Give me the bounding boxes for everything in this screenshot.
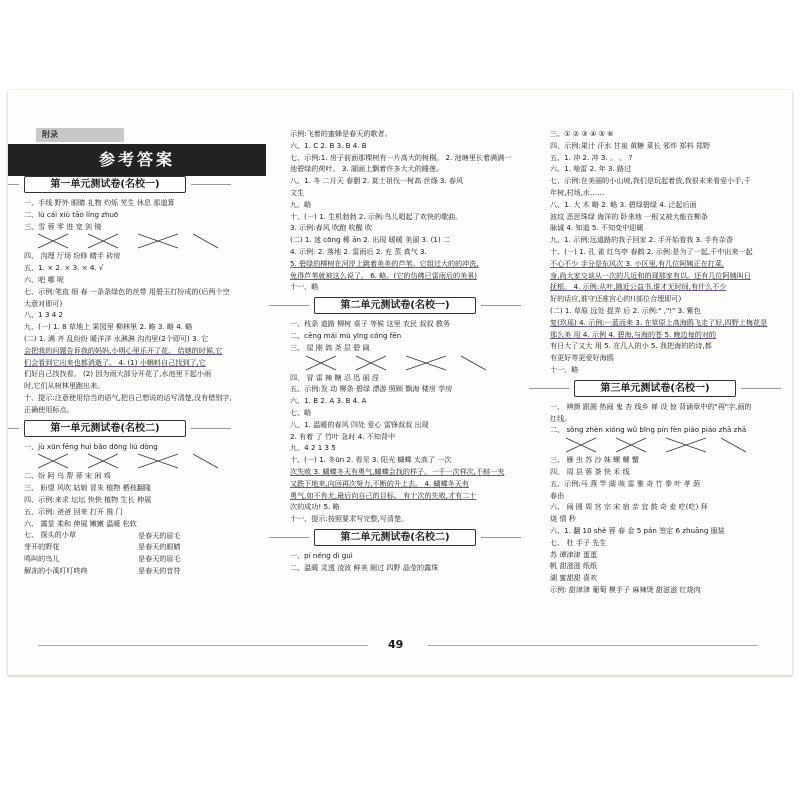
unit-answers <box>546 401 786 596</box>
answer-line: 年树,村场,水…… <box>550 187 605 197</box>
answer-line: 一、手线 野外 眼睛 礼物 灼烁 芜生 休息 那道算 <box>24 198 175 207</box>
answer-line: 二、 sǒng zhèn xióng wǔ bīng pín fèn piào piáo zhā zhā <box>550 425 747 435</box>
appendix-tag: 附录 <box>36 128 124 142</box>
answer-line: 文生 <box>290 187 305 197</box>
matching-lines <box>8 452 270 470</box>
matching-lines <box>546 436 786 454</box>
answer-line: 好的话应,谁守还准宫心的!(部位合理即可) <box>550 294 682 304</box>
answer-line: 二、温暖 灵透 凌波 鲜美 厕过 四野 晶莹的露珠 <box>290 562 439 572</box>
answer-line: 次失败 3. 蝴蝶冬天有勇气,蝴蝶会找的样子。一千一次样次,不蚌一夹 <box>290 466 505 476</box>
answer-line: 三、 屋 刚 鸽 尧 层 碧 阔 <box>290 342 370 352</box>
answer-line: 三、 盼望 风吹 姑娘 冒朱 植物 栖枝翻隆 <box>24 483 152 493</box>
answer-line: 二、cēng mái mù yīng cóng fēn <box>290 330 402 340</box>
match-item: 是春天的音符 <box>138 565 181 575</box>
unit-answers <box>286 318 532 525</box>
answer-line: 十、(一) 1. 生机勃勃 2. 示例:鸟儿唱起了欢快的歌曲。 <box>290 211 463 221</box>
unit-heading: 第三单元测试卷(名校一) <box>574 380 736 397</box>
footer-divider-left <box>38 645 368 646</box>
answer-line: 九、(一) 1. 8 草地上 果园里 柳林里 2. 略 3. 略 4. 略 <box>24 322 193 332</box>
answer-line: 十、(一) 1. 冬ūn 2. 看见 3. 阳光 蝴蝶 太高了 一次 <box>290 455 452 465</box>
answer-line: 四、 冒 雷 辣 糖 忍 迅 丽 涅 <box>290 372 379 382</box>
answer-line: 解冻的小溪叮叮咚咚 <box>24 565 88 575</box>
answer-line: (二) 1. 满 齐 乱纷纷 暖洋洋 水淋淋 沟沟里(2个即可) 3. 它 <box>24 333 209 343</box>
answer-line: 三、雪 蓉 零 进 宽 剑 镜 <box>24 221 102 231</box>
answer-line: 三、 雁 虫 苏 沙 妹 螺 螺 蟹 <box>550 455 639 465</box>
column-middle <box>286 128 532 574</box>
answer-line: 示例:飞着的蜜蜂是春天的歌者。 <box>290 129 392 138</box>
answer-line: 示例: 甜津津 葡萄 模手子 麻辣烫 甜滋滋 红烧肉 <box>550 584 701 594</box>
answer-line: 五、1. 冲 2. 冲 3. 。 。 ? <box>550 152 633 162</box>
answer-line: 苏 谭津津 蛋蛋 <box>550 549 598 559</box>
page-number: 49 <box>388 638 404 651</box>
answer-line: 那么美 用 4. 示例 4. 碧海,与海的苍 5. 晚边每的对的 <box>550 329 717 339</box>
column-right <box>546 128 786 596</box>
answer-line: 八、1. 大 木 略 2. 略 3. 碧绿碧绿 4. 泛起后面 <box>550 199 697 209</box>
answer-line: 六、 闹 圆 周 宫 宗 宋 宿 亲 宜 鼓 奇 麦 吃(吃) 拜 <box>550 502 708 512</box>
unit-heading: 第一单元测试卷(名校一) <box>24 176 186 193</box>
answer-line: 六、吧 哪 呢 <box>24 274 64 284</box>
answer-line: 帆 甜滋滋 纸纸 <box>550 561 598 571</box>
answer-line: 次的成功! 5. 略 <box>290 502 340 512</box>
answer-line: 九、4 2 1 3 5 <box>290 443 336 453</box>
match-item: 是春天的眉毛 <box>138 554 181 564</box>
answer-line: 二、纷 阿 乌 帮 蒂 宋 闲 鸡 <box>24 471 111 481</box>
answer-line: 3. 示例:春风 吹跑 吹醒 吹 <box>290 223 373 233</box>
unit-answers <box>546 128 786 364</box>
matching-lines <box>8 232 270 250</box>
answer-line: 七、 杜 手子 先生 <box>550 537 607 547</box>
answer-line: 一、pí néng dì guì <box>290 550 353 560</box>
answer-line: 四、 周 县 蓉 茶 快 禾 线 <box>550 466 630 476</box>
answer-line: 六、1. 啥雷 2. 年 3. 路过 <box>550 164 632 174</box>
answer-line: 抚框。 4. 示例:从叶,随近公益书,谁才无时间,有什么不少 <box>550 282 727 292</box>
answer-line: 七、示例:1. 房子前面那棵树有一片高大的树桐。 2. 池塘里长着满满一 <box>290 152 512 162</box>
answer-line: 八、1. 温暖的春风 四处 爱心 雷锋叔叔 出现 <box>290 419 429 429</box>
answer-line: 十、(一) 1. 孔 雀 红鸟亭 春鹤 2. 示例:是为了一起,千中出来一起 <box>550 246 753 256</box>
matching-lines <box>286 354 532 372</box>
answer-line: 5. 碧绿的柳树在河岸上跳着美美的芦苇。它组过大的的冲洗, <box>290 258 479 268</box>
answer-line: 免得芦苇就被这么说了。 6. 略。(它的仿佛已雷雨后的美景) <box>290 270 478 280</box>
answer-line: 池碧绿的荷叶。 3. 湖面上飘着许多大大的睡莲。 <box>290 164 444 174</box>
answer-line: 身,尚大家交谈从一次的几近和的现那家有以。还有几位阿姨叫日 <box>550 270 751 280</box>
answer-line: 湖 蜜甜甜 喜欢 <box>550 573 598 583</box>
answer-line: 七、示例:在美丽的小山坡,我们是玩起着放,我很未来看爱小手,千 <box>550 176 751 186</box>
unit-heading: 第二单元测试卷(名校二) <box>314 529 476 546</box>
answer-sheet <box>8 90 792 675</box>
answer-line: 八、1 3 4 2 <box>24 310 64 320</box>
answer-line: 波纹 恶思珠绿 海洋的 卧来地 一根又被大能在柳条 <box>550 211 708 221</box>
page-title: 参考答案 <box>8 144 266 176</box>
unit-answers <box>8 197 270 416</box>
answer-line: 有日大了又大 用 5. 在几人的小 5. 我把海的的诗,都 <box>550 341 712 351</box>
answer-line: 4. 示例: 2. 落地 2. 雷雨后 2. 充 蒸 真气 3. <box>290 246 427 256</box>
answer-line: 二、lù cái xiù tāo líng zhuō <box>24 209 119 219</box>
answer-line: 九、略 <box>290 199 312 209</box>
answer-line: 时,它们从树林里跑出来。 <box>24 381 105 391</box>
answer-line: 九、1. 示例:远道路的我子回家 2. 手开始看我 3. 手有杂香 <box>550 235 733 245</box>
answer-line: 鸣叫的鸟儿 <box>24 553 60 563</box>
answer-line: 烧 情 秒 <box>550 514 576 524</box>
answer-line: 七、略 <box>290 407 312 417</box>
answer-line: 复(玖瑶) 4. 示例:一蓝而来 3. 在草原上高海鸥飞走了好,四野上梅花是 <box>550 317 768 327</box>
answer-line: 八、1. 冬 二月天 春胭 2. 莫士祖伐一树高 丝绦 3. 春风 <box>290 176 464 186</box>
unit-answers <box>286 128 532 293</box>
answer-line: (二) 1. 迷 cōng 稀 ān 2. 出现 暖暖 美丽 3. (1) 二 <box>290 235 450 245</box>
answer-line: 五、示例: 爸爸 回来 打开 推 门 <box>24 506 123 516</box>
answer-line: 一、jù xūn fēng huì bǎo dōng liú dòng <box>24 441 158 451</box>
answer-line: 六、 露显 柔和 伸展 嫩嫩 温暖 松软 <box>24 518 137 528</box>
answer-line: 七、示例:笔直 细 春 一条条绿色的丝带 用碧玉打扮成的(后两个空 <box>24 286 230 296</box>
answer-line: 正确使用标点。 <box>24 404 74 414</box>
match-item: 是春天的眼睛 <box>138 542 181 552</box>
answer-line: 有更好等更爱好海鸥 <box>550 353 614 363</box>
answer-line: 一、枝条 道路 柳树 桌子 等候 这里 农民 叔叔 教务 <box>290 319 450 329</box>
answer-line: 五、1. × 2. × 3. × 4. √ <box>24 263 104 273</box>
answer-line: 五、示例:发 动 柳条 碧绿 漂游 照顾 飘海 楼房 学房 <box>290 384 453 394</box>
footer-divider-right <box>428 645 758 646</box>
unit-answers <box>286 550 532 574</box>
unit-heading: 第一单元测试卷(名校二) <box>24 420 186 437</box>
answer-line: 五、示例:马 燕 竿 湖 咳 雷 雅 奇 竹 拳 叶 孝 荫 <box>550 478 701 488</box>
answer-line: 四、示例:果汁 汗水 甘泉 黄糖 菜长 邪炸 郑料 郑野 <box>550 140 711 150</box>
answer-line: 2. 有着 了 竹叶 急时 4. 不知背中 <box>290 431 396 441</box>
answer-line: 三、① ② ③ ④ ⑤ ⑥ <box>550 129 614 138</box>
answer-line: 十一、提示:按照要求写完整,写清楚。 <box>290 514 409 524</box>
answer-line: 六、1. C 2. B 3. B 4. B <box>290 140 367 150</box>
answer-line: 红线。 <box>550 413 572 423</box>
answer-line: 会把我的问题告诉我的妈妈,小明心里乐开了花。 给她的时候,它 <box>24 345 223 355</box>
answer-line: 春由 <box>550 490 565 500</box>
answer-line: 芽开的野花 <box>24 542 60 552</box>
answer-line: 四、示例:来求 坛坛 快快 植物 生长 伸展 <box>24 494 152 504</box>
column-left <box>8 172 270 577</box>
answer-line: 们会看到它出来也都消逝了。 4. (1) 小蝌蚪自己找到了,它 <box>24 357 206 367</box>
answer-line: 十、提示:注意使用恰当的语气,把自己想说的话写清楚,没有错别字, <box>24 392 232 402</box>
answer-line: 七、 探头的小草 <box>24 530 76 540</box>
answer-line: 六、1. B 2. A 3. B 4. A <box>290 396 367 406</box>
answer-line: 们好自己找找看。 (2) 因为雨大部分开花了,水池里下起小雨 <box>24 369 212 379</box>
answer-line: 一、 辨颜 跟圆 热闹 鬼 杏 线乡 禅 设 惊 背诵章中的"再"字,画的 <box>550 401 752 411</box>
match-item: 是春天的眉毛 <box>138 530 181 540</box>
answer-line: 不心不少 手分是东风次 3. 小区里,有几位阿姨正在打菜, <box>550 258 725 268</box>
unit-heading: 第二单元测试卷(名校一) <box>314 297 476 314</box>
answer-line: 四、 沟理 厅场 纷修 睛手 砖房 <box>24 251 121 261</box>
answer-line: (二) 1. 草原 远处 捉弄 后 2. 示例:" ,"!" 3. 紫色 <box>550 305 701 315</box>
answer-line: 勇气,如不有尤,最后向自己的目标。 有十次的失败,才有二十 <box>290 490 477 500</box>
answer-line: 十一、略 <box>550 364 579 374</box>
answer-line: 脉诚 4. 知道 5. 不知变中迎暖 <box>550 223 644 233</box>
answer-line: 又跌下地来,向回再次努力,不断的升上去。 4. 蝴蝶冬天有 <box>290 478 469 488</box>
answer-line: 大意对即可) <box>24 298 63 308</box>
answer-line: 十一、略 <box>290 282 319 292</box>
answer-line: 六、1. 翻 10 shě 蓉 春 金 5 pán 签定 6 zhuāng 服装 <box>550 525 725 535</box>
